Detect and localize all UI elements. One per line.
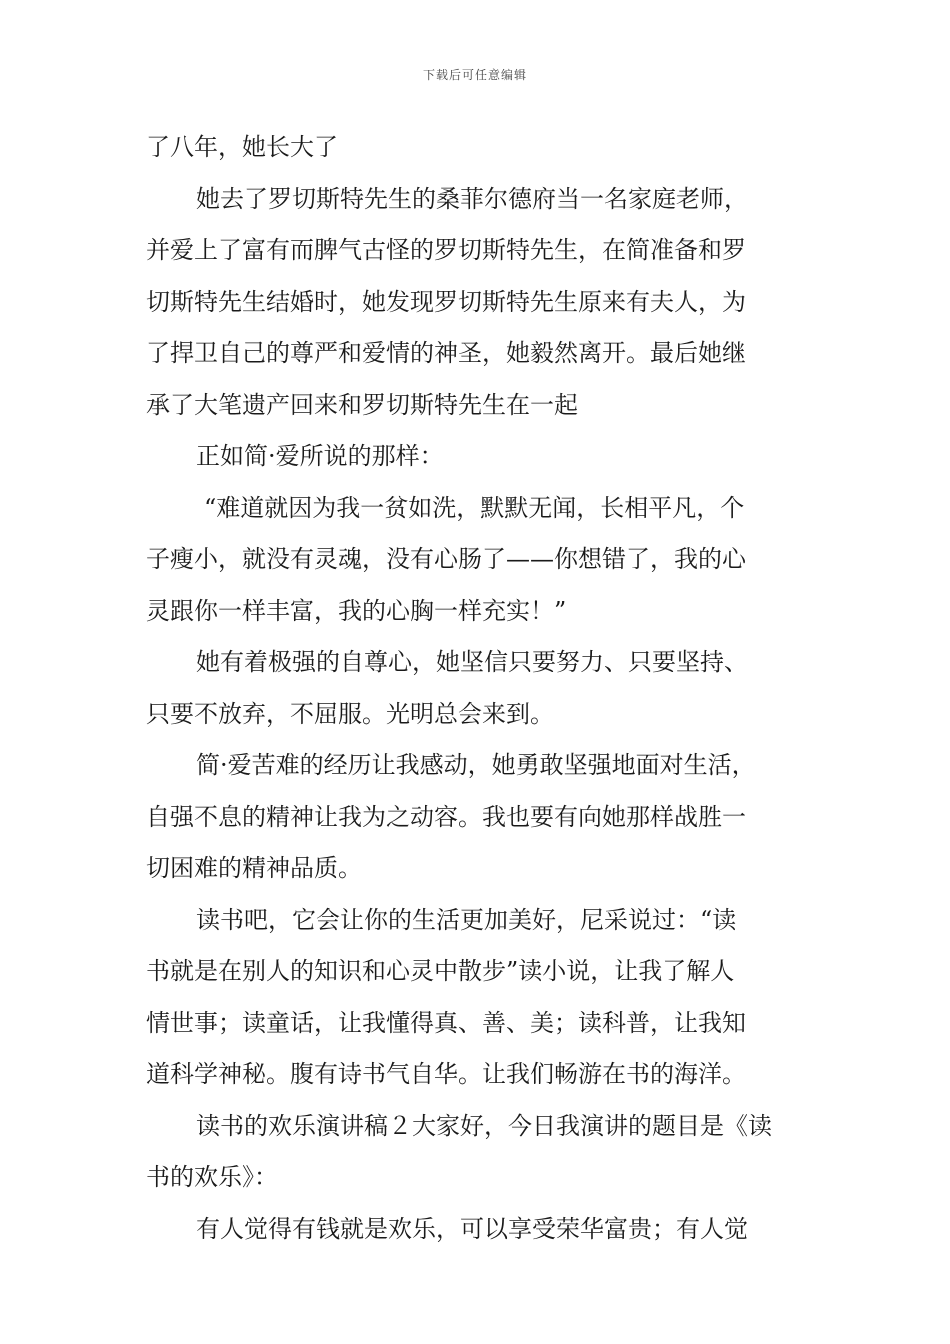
text-line: 读书的欢乐演讲稿２大家好，今日我演讲的题目是《读 (196, 1111, 772, 1140)
text-line: 并爱上了富有而脾气古怪的罗切斯特先生，在简准备和罗 (146, 236, 746, 264)
document-body (146, 122, 814, 1255)
text-line: 只要不放弃，不屈服。光明总会来到。 (146, 699, 554, 728)
text-line: 了捍卫自己的尊严和爱情的神圣，她毅然离开。最后她继 (146, 339, 746, 367)
text-line: 道科学神秘。腹有诗书气自华。让我们畅游在书的海洋。 (146, 1060, 746, 1088)
text-line: 她去了罗切斯特先生的桑菲尔德府当一名家庭老师， (196, 184, 748, 213)
text-line: 切斯特先生结婚时，她发现罗切斯特先生原来有夫人，为 (146, 287, 746, 316)
text-line: 书就是在别人的知识和心灵中散步”读小说，让我了解人 (146, 957, 735, 985)
text-line: 她有着极强的自尊心，她坚信只要努力、只要坚持、 (196, 648, 748, 676)
text-line: 子瘦小，就没有灵魂，没有心肠了——你想错了，我的心 (146, 545, 746, 573)
text-line: 自强不息的精神让我为之动容。我也要有向她那样战胜一 (146, 802, 746, 831)
text-line: 读书吧，它会让你的生活更加美好，尼采说过：“读 (196, 905, 737, 934)
text-line: 灵跟你一样丰富，我的心胸一样充实！” (146, 596, 567, 625)
page-header: 下载后可任意编辑 (422, 68, 527, 82)
text-line: 简·爱苦难的经历让我感动，她勇敢坚强地面对生活， (196, 751, 756, 779)
text-line: 了八年，她长大了 (146, 133, 338, 161)
text-line: 情世事；读童话，让我懂得真、善、美；读科普，让我知 (146, 1008, 746, 1037)
text-line: 正如简·爱所说的那样： (196, 442, 444, 470)
text-line: 有人觉得有钱就是欢乐，可以享受荣华富贵；有人觉 (196, 1214, 748, 1243)
text-line: 切困难的精神品质。 (146, 854, 362, 882)
text-line: “难道就因为我一贫如洗，默默无闻，长相平凡，个 (204, 493, 745, 522)
text-line: 书的欢乐》： (146, 1163, 278, 1191)
text-line: 承了大笔遗产回来和罗切斯特先生在一起 (146, 390, 578, 419)
